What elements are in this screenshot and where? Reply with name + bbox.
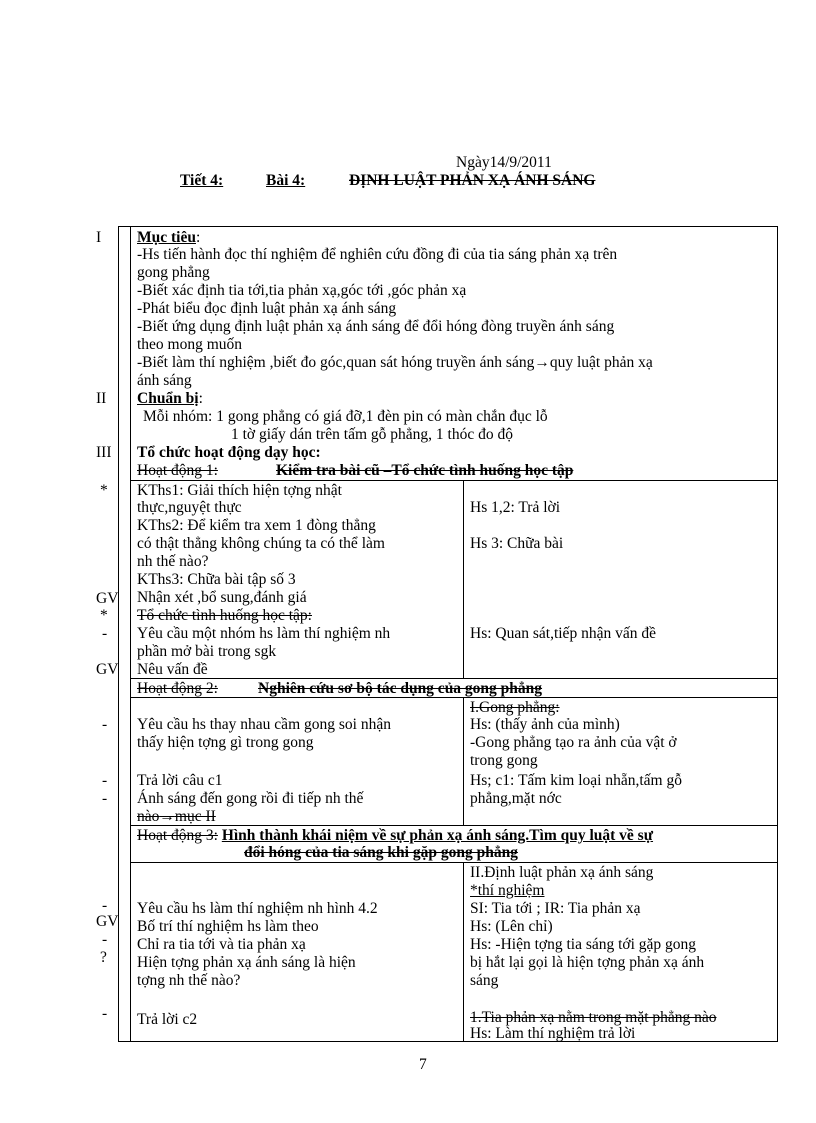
student-activity-line: Hs: (Lên chỉ) — [470, 918, 553, 935]
teacher-activity-line: Bố trí thí nghiệm hs làm theo — [137, 918, 319, 935]
margin-mark: * — [100, 482, 108, 499]
activity-3-title-line-1: Hoạt động 3: Hình thành khái niệm về sự phản xạ ánh sáng.Tìm quy luật về sự — [137, 827, 654, 844]
teacher-activity-line: Yêu cầu hs làm thí nghiệm nh hình 4.2 — [137, 900, 378, 917]
column-divider-3 — [463, 862, 464, 1042]
teacher-activity-line: Nêu vấn đề — [137, 661, 208, 678]
teacher-activity-line: có thật thẳng không chúng ta có thể làm — [137, 535, 385, 552]
objective-line: -Biết xác định tia tới,tia phản xạ,góc tới ,góc phản xạ — [137, 282, 467, 299]
section-3-number: III — [96, 444, 112, 461]
teacher-activity-line: Yêu cầu một nhóm hs làm thí nghiệm nh — [137, 625, 391, 642]
row-line-1 — [130, 480, 778, 481]
margin-mark: GV — [96, 590, 119, 607]
student-activity-line: 1.Tia phản xạ nằm trong mặt phẳng nào — [470, 1009, 717, 1026]
section-1-number: I — [96, 229, 102, 246]
page-number: 7 — [419, 1056, 427, 1073]
materials-line: 1 tờ giấy dán trên tấm gỗ phẳng, 1 thóc đo độ — [231, 426, 513, 443]
teacher-activity-line: nào→mục II — [137, 808, 216, 825]
student-activity-line: II.Định luật phản xạ ánh sáng — [470, 864, 654, 881]
student-activity-line: -Gong phẳng tạo ra ảnh của vật ở — [470, 734, 677, 751]
activity-2-title: Nghiên cứu sơ bộ tác dụng của gong phẳng — [258, 680, 543, 697]
teacher-activity-line: Yêu cầu hs thay nhau cầm gong soi nhận — [137, 716, 391, 733]
student-activity-line: I.Gong phẳng: — [470, 699, 560, 716]
objective-line: -Biết ứng dụng định luật phản xạ ánh sáng để đổi hóng đòng truyền ánh sáng — [137, 318, 615, 335]
activity-3-title-line-2: đổi hóng của tia sáng khi gặp gong phẳng — [244, 844, 518, 861]
column-divider-2 — [463, 697, 464, 825]
teacher-activity-line: Ánh sáng đến gong rồi đi tiếp nh thế — [137, 790, 364, 807]
student-activity-line: phẳng,mặt nớc — [470, 790, 562, 807]
teacher-activity-line: phần mở bài trong sgk — [137, 643, 277, 660]
period-label: Tiết 4: — [180, 172, 224, 189]
student-activity-line: *thí nghiệm — [470, 882, 545, 899]
teacher-activity-line: Trả lời c2 — [137, 1011, 198, 1028]
margin-mark: - — [102, 1005, 108, 1022]
margin-mark: - — [102, 772, 108, 789]
teacher-activity-line: nh thế nào? — [137, 553, 209, 570]
arrow-right-icon: → — [159, 808, 175, 825]
lesson-label: Bài 4: — [266, 172, 306, 189]
student-activity-line: trong gong — [470, 752, 538, 769]
arrow-right-icon: → — [534, 354, 550, 371]
margin-mark: * — [100, 607, 108, 624]
student-activity-line: bị hắt lại gọi là hiện tợng phản xạ ánh — [470, 954, 705, 971]
table-border-top — [118, 226, 778, 227]
student-activity-line: Hs 1,2: Trả lời — [470, 499, 561, 516]
student-activity-line: Hs: (thấy ảnh của mình) — [470, 716, 620, 733]
objective-line: -Biết làm thí nghiệm ,biết đo góc,quan sát hóng truyền ánh sáng→quy luật phản xạ — [137, 354, 653, 371]
section-3-heading: Tổ chức hoạt động dạy học: — [137, 444, 321, 461]
teacher-activity-line: KThs3: Chữa bài tập số 3 — [137, 571, 296, 588]
section-2-number: II — [96, 390, 107, 407]
margin-mark: GV — [96, 913, 119, 930]
table-margin-divider — [130, 226, 131, 1042]
margin-mark: - — [102, 716, 108, 733]
student-activity-line: Hs: Quan sát,tiếp nhận vấn đề — [470, 625, 656, 642]
row-line-4 — [130, 825, 778, 826]
margin-mark: - — [102, 897, 108, 914]
teacher-activity-line: KThs2: Để kiểm tra xem 1 đòng thẳng — [137, 517, 376, 534]
activity-1-title: Kiểm tra bài cũ –Tổ chức tình huống học tập — [276, 462, 574, 479]
page-title: ĐỊNH LUẬT PHẢN XẠ ÁNH SÁNG — [349, 172, 596, 189]
table-border-right — [777, 226, 778, 1042]
date: Ngày14/9/2011 — [456, 154, 552, 171]
teacher-activity-line: thấy hiện tợng gì trong gong — [137, 734, 314, 751]
student-activity-line: Hs; c1: Tấm kim loại nhẵn,tấm gỗ — [470, 772, 682, 789]
activity-2-label: Hoạt động 2: — [137, 680, 218, 697]
student-activity-line: Hs: Làm thí nghiệm trả lời — [470, 1025, 636, 1042]
student-activity-line: Hs 3: Chữa bài — [470, 535, 564, 552]
student-activity-line: SI: Tia tới ; IR: Tia phản xạ — [470, 900, 641, 917]
table-border-bottom — [118, 1041, 778, 1042]
teacher-activity-line: KThs1: Giải thích hiện tợng nhật — [137, 482, 342, 499]
row-line-5 — [130, 862, 778, 863]
margin-mark: - — [102, 931, 108, 948]
materials-line: Mỗi nhóm: 1 gong phẳng có giá đỡ,1 đèn pin có màn chắn đục lỗ — [143, 408, 548, 425]
activity-1-label: Hoạt động 1: — [137, 462, 218, 479]
objective-line: -Phát biểu đọc định luật phản xạ ánh sáng — [137, 300, 397, 317]
margin-mark: GV — [96, 661, 119, 678]
margin-mark: ? — [100, 949, 107, 966]
student-activity-line: Hs: -Hiện tợng tia sáng tới gặp gong — [470, 936, 697, 953]
teacher-activity-line: Nhận xét ,bổ sung,đánh giá — [137, 589, 307, 606]
teacher-activity-line: Chỉ ra tia tới và tia phản xạ — [137, 936, 306, 953]
objective-line: -Hs tiến hành đọc thí nghiệm để nghiên cứu đồng đi của tia sáng phản xạ trên — [137, 246, 618, 263]
section-1-heading: Mục tiêu: — [137, 229, 201, 246]
section-2-heading: Chuẩn bị: — [137, 390, 203, 407]
column-divider-1 — [463, 480, 464, 678]
student-activity-line: sáng — [470, 972, 499, 989]
objective-line: theo mong muốn — [137, 336, 243, 353]
margin-mark: - — [102, 625, 108, 642]
teacher-activity-line: Hiện tợng phản xạ ánh sáng là hiện — [137, 954, 356, 971]
margin-mark: - — [102, 790, 108, 807]
teacher-activity-line: tợng nh thế nào? — [137, 972, 241, 989]
teacher-activity-line: Trả lời câu c1 — [137, 772, 223, 789]
objective-line: gong phẳng — [137, 264, 210, 281]
objective-line: ánh sáng — [137, 372, 192, 389]
teacher-activity-line: thực,nguyệt thực — [137, 499, 242, 516]
teacher-activity-line: Tổ chức tình huống học tập: — [137, 607, 312, 624]
row-line-2 — [130, 678, 778, 679]
